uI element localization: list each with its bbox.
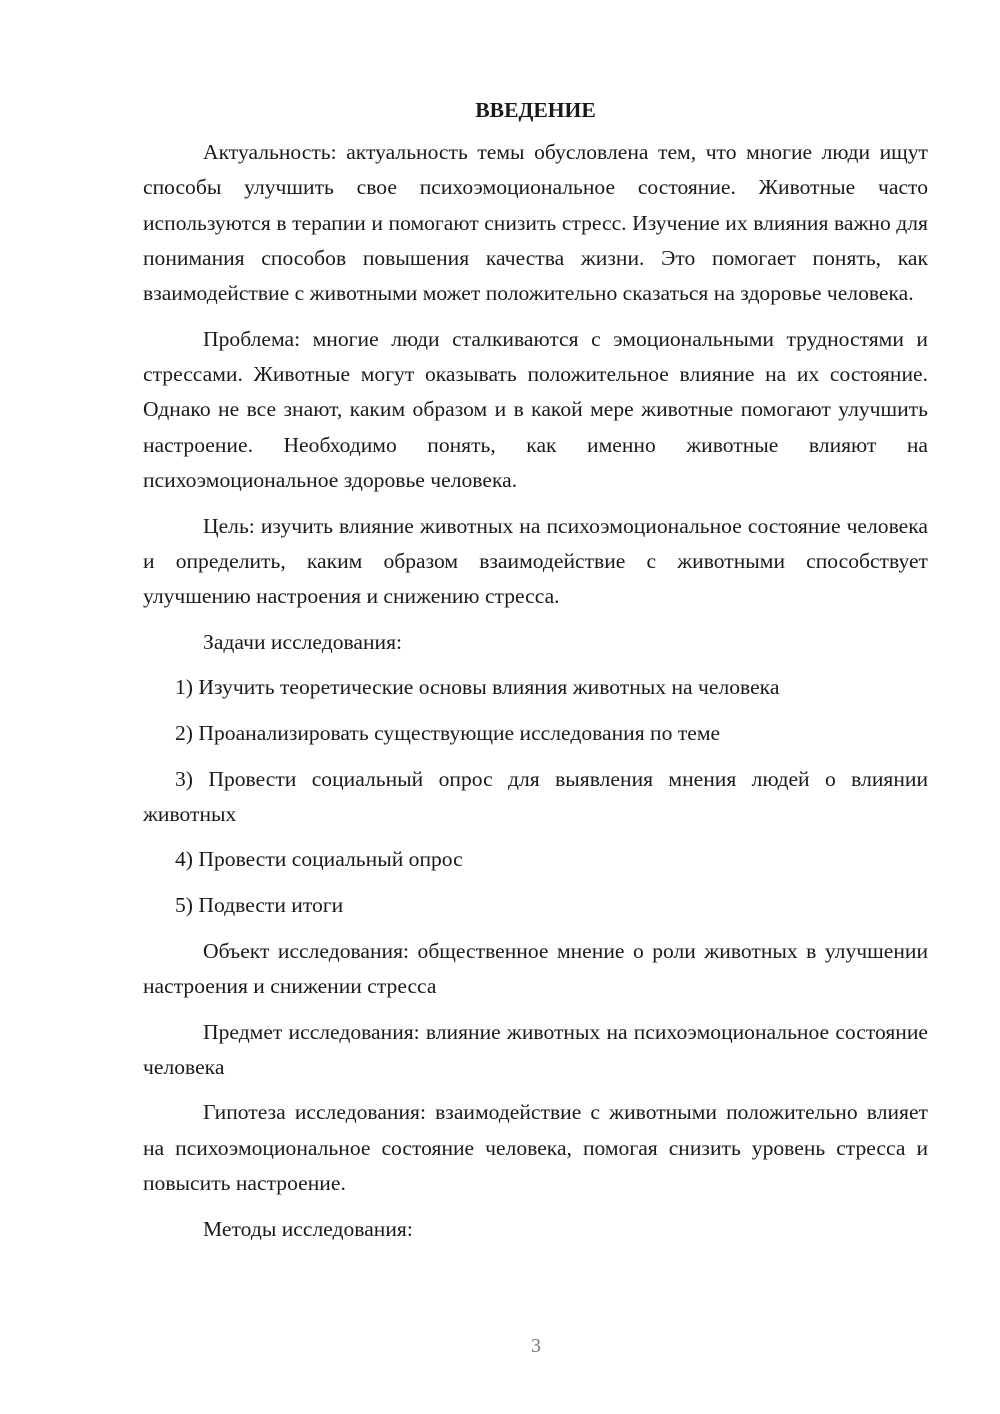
- goal-paragraph: Цель: изучить влияние животных на психоэмоциональное состояние человека и определить, каким образом взаимодействие с животными способствует улучшению настроения и снижению стресса.: [143, 513, 928, 609]
- task-item-4: 4) Провести социальный опрос: [175, 847, 463, 872]
- page-number: 3: [531, 1335, 541, 1357]
- page-title: ВВЕДЕНИЕ: [475, 98, 596, 122]
- page-body: [143, 93, 928, 1257]
- subject-paragraph: Предмет исследования: влияние животных на психоэмоциональное состояние человека: [143, 1019, 928, 1079]
- object-paragraph: Объект исследования: общественное мнение о роли животных в улучшении настроения и снижении стресса: [143, 938, 928, 998]
- methods-heading: Методы исследования:: [203, 1216, 413, 1241]
- task-item-1: 1) Изучить теоретические основы влияния животных на человека: [175, 675, 780, 700]
- problem-paragraph: Проблема: многие люди сталкиваются с эмоциональными трудностями и стрессами. Животные могут оказывать положительное влияние на их состояние. Однако не все знают, каким образом и в какой мере животные помогают улучшить настроение. Необходимо понять, как именно животные влияют на психоэмоциональное здоровье человека.: [143, 326, 928, 492]
- task-item-5: 5) Подвести итоги: [175, 893, 344, 918]
- relevance-paragraph: Актуальность: актуальность темы обусловлена тем, что многие люди ищут способы улучшить свое психоэмоциональное состояние. Животные часто используются в терапии и помогают снизить стресс. Изучение их влияния важно для понимания способов повышения качества жизни. Это помогает понять, как взаимодействие с животными может положительно сказаться на здоровье человека.: [143, 140, 928, 306]
- task-item-2: 2) Проанализировать существующие исследования по теме: [175, 720, 721, 745]
- hypothesis-paragraph: Гипотеза исследования: взаимодействие с животными положительно влияет на психоэмоциональное состояние человека, помогая снизить уровень стресса и повысить настроение.: [143, 1100, 928, 1195]
- task-item-3: 3) Провести социальный опрос для выявления мнения людей о влиянии животных: [143, 766, 928, 826]
- tasks-heading: Задачи исследования:: [203, 629, 403, 654]
